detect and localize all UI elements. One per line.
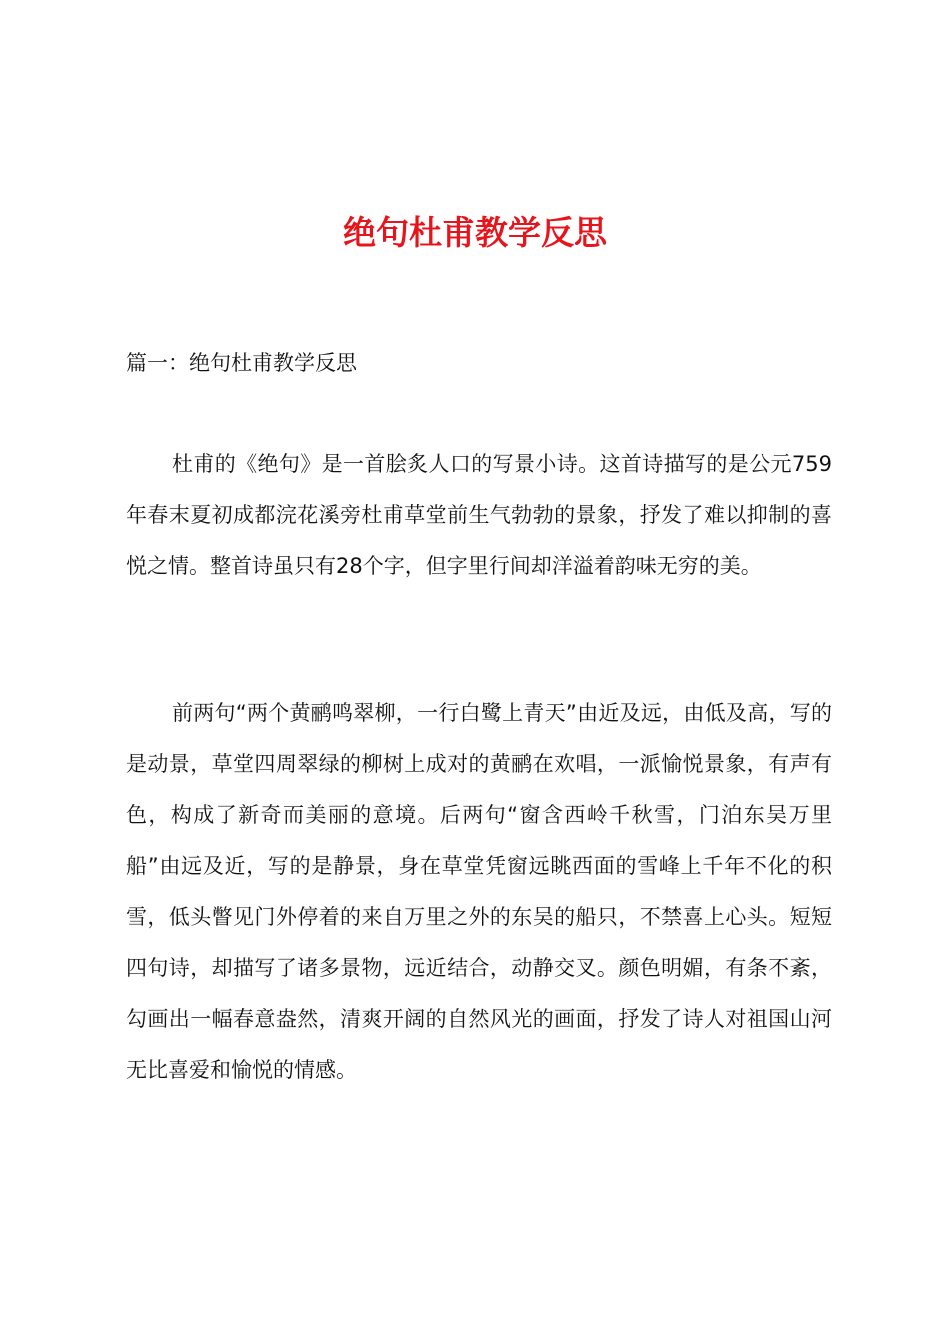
section-heading: 篇一：绝句杜甫教学反思 [126, 351, 357, 375]
body-paragraph-1: 杜甫的《绝句》是一首脍炙人口的写景小诗。这首诗描写的是公元759年春末夏初成都浣花溪旁杜甫草堂前生气勃勃的景象，抒发了难以抑制的喜悦之情。整首诗虽只有28个字，但字里行间却洋溢着韵味无穷的美。 [126, 452, 832, 578]
body-paragraph-2: 前两句“两个黄鹂鸣翠柳，一行白鹭上青天”由近及远，由低及高，写的是动景，草堂四周翠绿的柳树上成对的黄鹂在欢唱，一派愉悦景象，有声有色，构成了新奇而美丽的意境。后两句“窗含西岭千秋雪，门泊东吴万里船”由远及近，写的是静景，身在草堂凭窗远眺西面的雪峰上千年不化的积雪，低头瞥见门外停着的来自万里之外的东吴的船只，不禁喜上心头。短短四句诗，却描写了诸多景物，远近结合，动静交叉。颜色明媚，有条不紊，勾画出一幅春意盎然，清爽开阔的自然风光的画面，抒发了诗人对祖国山河无比喜爱和愉悦的情感。 [126, 701, 832, 1082]
document-title: 绝句杜甫教学反思 [343, 213, 607, 252]
